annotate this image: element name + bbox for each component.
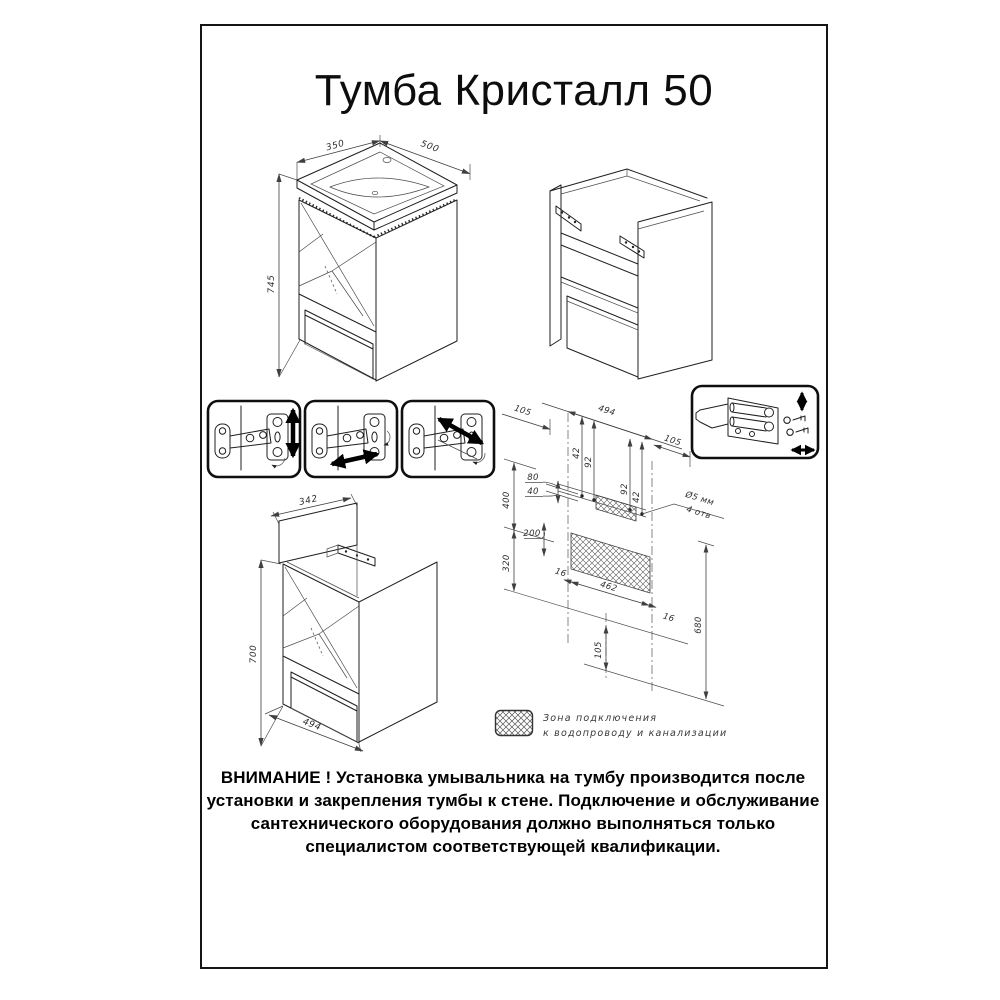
svg-text:494: 494 xyxy=(596,403,617,419)
hinge-diagram xyxy=(215,406,288,470)
warning-line-2: установки и закрепления тумбы к стене. Подключение и обслуживание xyxy=(206,791,820,810)
cabinet-with-sink-isometric-view xyxy=(233,134,508,392)
door-panel xyxy=(299,200,376,332)
svg-text:494: 494 xyxy=(301,717,323,734)
overflow-hole xyxy=(372,191,378,194)
dim-height-745 xyxy=(267,174,300,377)
svg-text:Ø5 мм: Ø5 мм xyxy=(683,489,716,509)
svg-text:40: 40 xyxy=(527,487,539,497)
cabinet-open-isometric-view xyxy=(247,494,472,762)
svg-text:462: 462 xyxy=(598,579,619,595)
svg-text:16: 16 xyxy=(553,566,568,580)
svg-text:745: 745 xyxy=(267,274,277,294)
hinge-adjustment-diagrams xyxy=(205,398,497,480)
wall-rail-right xyxy=(620,236,644,258)
legend xyxy=(494,709,727,741)
cabinet-body xyxy=(299,198,457,381)
wall-rail-left xyxy=(556,206,581,231)
carcass-isometric-view xyxy=(534,167,814,392)
bottom-box xyxy=(567,296,638,377)
horizontal-adjust-arrow-icon xyxy=(332,454,377,464)
svg-text:342: 342 xyxy=(298,494,319,509)
base-box xyxy=(291,672,357,741)
svg-text:4 отв: 4 отв xyxy=(685,504,713,522)
svg-text:105: 105 xyxy=(662,433,683,449)
svg-text:42: 42 xyxy=(572,447,582,459)
svg-text:105: 105 xyxy=(594,641,604,659)
screwdriver-turn-icon xyxy=(272,458,285,466)
svg-text:80: 80 xyxy=(527,473,539,483)
wall-mounting-dimensions-drawing xyxy=(484,383,734,713)
dim-width-500 xyxy=(380,139,470,180)
cabinet-body xyxy=(283,562,437,743)
svg-text:680: 680 xyxy=(694,616,704,634)
svg-text:500: 500 xyxy=(419,139,441,156)
dim-width-494 xyxy=(265,706,363,752)
page-title: Тумба Кристалл 50 xyxy=(314,66,714,115)
fixing-hole-dimensions xyxy=(572,417,724,522)
top-dimensions xyxy=(502,403,690,467)
svg-text:105: 105 xyxy=(512,403,533,419)
adjust-key-icon xyxy=(787,428,808,435)
warning-text xyxy=(202,766,824,858)
side-panel xyxy=(376,200,457,381)
legend-line-2: к водопроводу и канализации xyxy=(543,728,728,739)
svg-text:92: 92 xyxy=(620,483,630,495)
svg-text:320: 320 xyxy=(502,554,512,572)
fixing-hole xyxy=(580,494,583,497)
legend-line-1: Зона подключения xyxy=(543,713,658,724)
right-side-panel xyxy=(638,202,712,379)
hatch-swatch-icon xyxy=(494,709,534,737)
warning-line-4: специалистом соответствующей квалификации. xyxy=(305,837,721,856)
carcass xyxy=(550,169,712,379)
faucet-hole xyxy=(383,158,391,163)
warning-line-3: сантехнического оборудования должно выполняться только xyxy=(250,814,776,833)
svg-text:42: 42 xyxy=(632,491,642,503)
door-panel xyxy=(283,564,359,694)
warning-line-1: ВНИМАНИЕ ! Установка умывальника на тумбу производится после xyxy=(220,768,806,787)
svg-text:400: 400 xyxy=(502,491,512,509)
svg-text:92: 92 xyxy=(584,456,594,468)
adjust-key-icon xyxy=(784,416,805,423)
svg-text:350: 350 xyxy=(325,138,346,154)
svg-text:16: 16 xyxy=(661,611,676,625)
base-box xyxy=(305,310,373,379)
svg-text:700: 700 xyxy=(249,644,259,664)
side-panel xyxy=(359,562,437,742)
svg-text:200: 200 xyxy=(523,529,541,539)
